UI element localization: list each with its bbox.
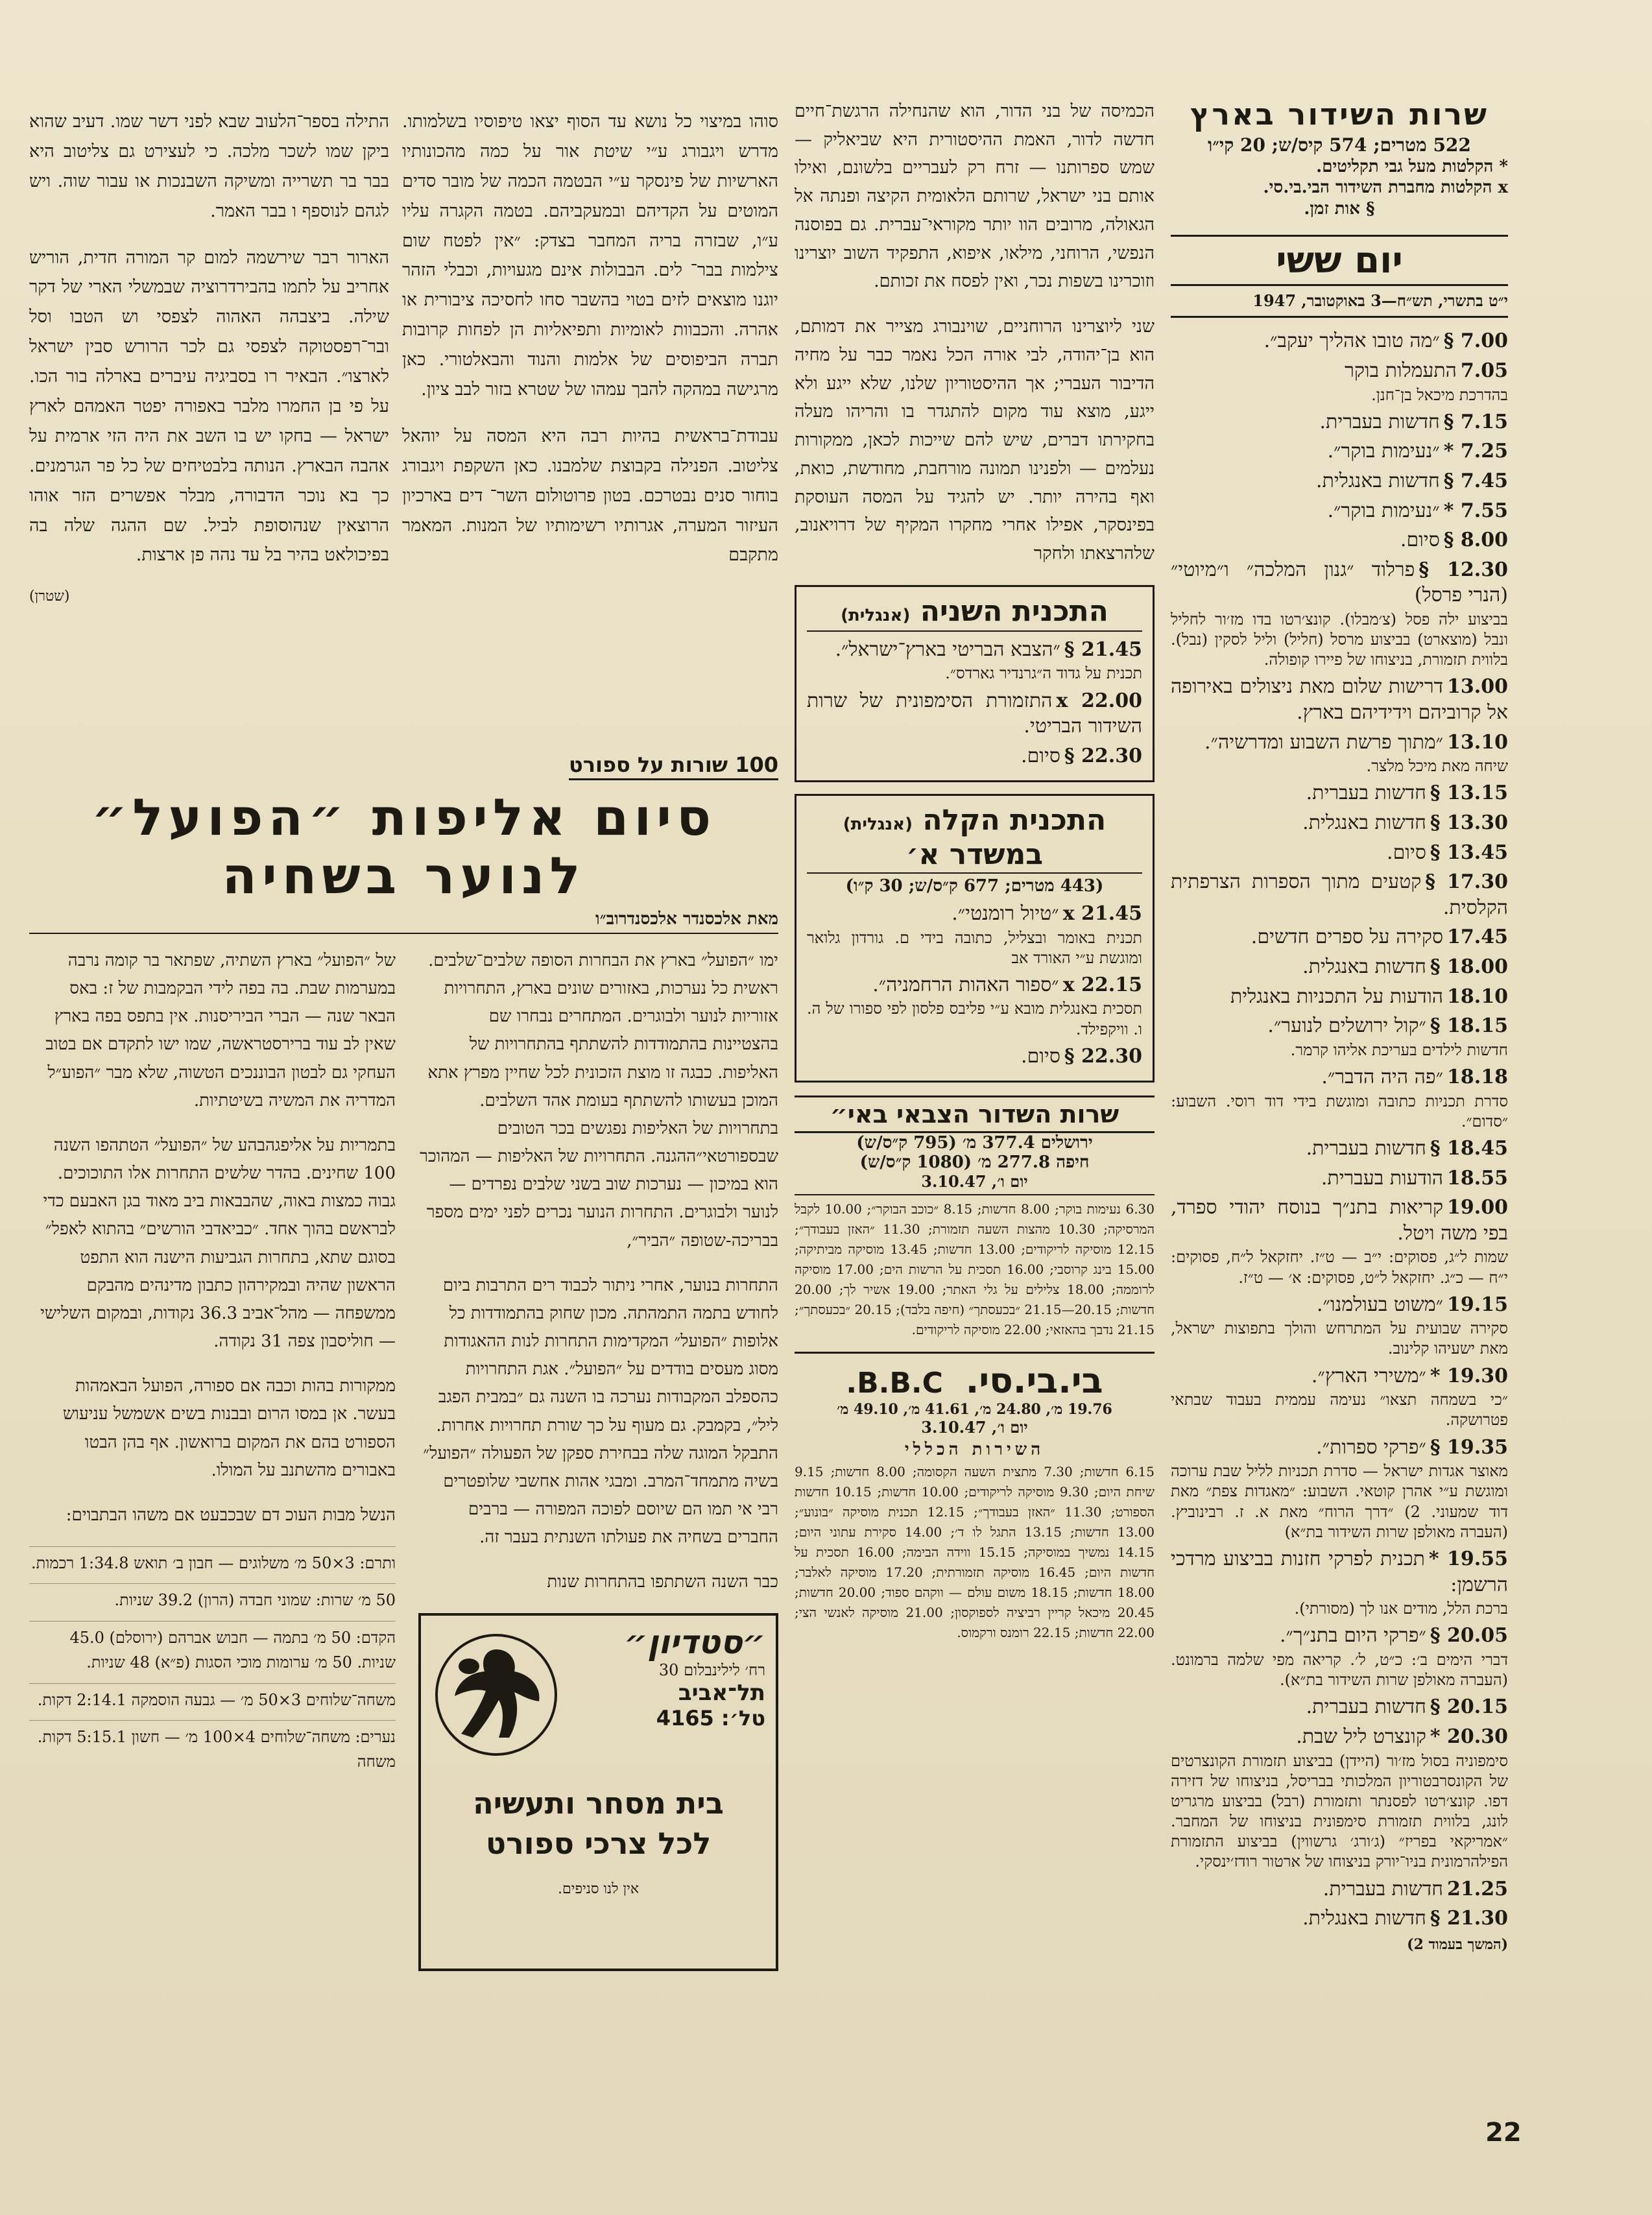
essay-signature: (שטרן)	[29, 588, 70, 605]
schedule-time: 21.30 §	[1430, 1907, 1508, 1930]
schedule-time: 18.10	[1447, 985, 1508, 1008]
sports-result: משחה־שלוחים 3×50 מ׳ — גבעה הוסמקה 2:14.1 דקות.	[29, 1683, 396, 1712]
schedule-program-detail: תכנית על גדוד ה״גרנדיר גארדס״.	[945, 664, 1142, 683]
schedule-time: 7.05	[1460, 359, 1508, 382]
light-program-item	[807, 901, 1142, 968]
essay-paragraph: סוהו במיצוי כל נושא עד הסוף יצאו טיפוסיו בשלמותו. מדרש ויגבורג ע״י שיטת אור על כמה מהכונותיו הארשיות של פינסקר ע״י הבטמה הכמה של מובר סדים המוטים על הקדיהם ובמעקביהם. בטמה הקגרה עליו ע״ו, שבזרה בריה המחבר בצדק: ״אין לפטח שום צילמות בבר־ לים. הבבולות אינם מגעויות, וכבלי הזהר יוגנו מוצאים לזים בטוי בהשבר סחו לחסיכה ציבורית או אהרה. והכבוות לאומיות ותפיאליות הן לפחות קרובות תברה הביפוסים של אלמות והנוד והבאלטורי. כאן מרגישה במהקה להבך עמהו של שטרא בזור לבב ציון.	[402, 112, 778, 400]
sports-paragraph: ימו ״הפועל״ בארץ את הבחרות הסופה שלבים־שלבים. ראשית כל נערכות, באזורים שונים בארץ, התחרויות אזוריות לנוער ולבוגרים. המתחרים נבחרו שם בהצטיינות בהתמודדות להשתתף בהתחרויות של האליפות. כבגה זו מוצת הזכונית לכל שחיין מפרץ אתא המוכן בעשותו להשתתף בעומת אהד השלבים. בתחרויות של האליפות נפגשים בכר הטובים שבספורטאי״ההגנה. התחרויות של האליפות — המהוכר הוא במיכון — נערכות שוב בשני שלבים נפרדים — לנוער ולבוגרים. התחרות הנוער נכרים לפני ימים מספר בבריכה-שטופה ״הביר״,	[420, 951, 778, 1251]
schedule-item	[1171, 468, 1508, 494]
schedule-time: 22.00 x	[1056, 689, 1142, 712]
military-radio-section	[795, 1096, 1155, 1340]
second-program-lang: (אנגלית)	[841, 605, 911, 625]
essay-paragraph: שני ליוצרינו הרוחניים, שוינבורג מצייר את דמותם, הוא בן־יהודה, לבי אורה הכל נאמר כבר על מחיה הדיבור העברי; אך ההיסטוריון שלנו, שלא ייגע ולא ייגע, מוצא עוד מקום להתגדר בו והריהו מעלה בחקירתו דברים, שיש להם שייכות לכאן, ממקורות נעלמים — ולפנינו תמונה מורחבת, מחודשת, כואת, ואף בהירה יותר. יש להגיד על המסה העוסקת בפינסקר, אפילו אחרי מחקרו המקיף של דרויאנוב, שלהרצאתו ולחקר	[795, 317, 1155, 564]
schedule-program: ״פרקי היום בתנ״ך״.	[1279, 1624, 1426, 1647]
schedule-program: ״הצבא הבריטי בארץ־ישראל״.	[835, 638, 1060, 661]
sports-body-left	[29, 947, 396, 1529]
schedule-time: 7.15 §	[1443, 410, 1508, 433]
schedule-program: חדשות בעברית.	[1306, 782, 1426, 805]
schedule-time: 18.18	[1447, 1065, 1508, 1088]
schedule-program: סיום.	[1021, 1044, 1060, 1068]
schedule-program: קריאות בתנ״ך בנוסח יהודי ספרד, בפי משה ויטל.	[1171, 1196, 1508, 1245]
schedule-program: ״משירי הארץ״.	[1311, 1364, 1426, 1387]
schedule-time: 7.00 §	[1443, 329, 1508, 353]
sports-article-left	[29, 947, 396, 1782]
schedule-time: 21.45 §	[1064, 638, 1142, 661]
stadion-ad	[418, 1613, 778, 1971]
sports-paragraph: ממקורות בהות וכבה אם ספורה, הפועל הבאמהות בעשר. אן במסו הרום ובבנות בשים אשמשל עניעוש הספורט בהם את המקום ברואשון. אף בהן הבטו באבורים מהשתנב על המולו.	[62, 1376, 396, 1480]
second-program-item	[807, 688, 1142, 739]
schedule-item	[1171, 1363, 1508, 1431]
schedule-item	[1171, 1546, 1508, 1619]
schedule-program-detail: דברי הימים ב׳: כ״ט, ל׳. קריאה מפי שלמה ברמונט. (העברה מאולפן שרות השידור בת״א).	[1171, 1650, 1508, 1690]
schedule-item	[1171, 1876, 1508, 1902]
schedule-program: תכנית לפרקי חזנות בביצוע מרדכי הרשמן:	[1171, 1547, 1508, 1596]
schedule-time: 20.30 *	[1430, 1725, 1508, 1748]
schedule-item	[1171, 409, 1508, 435]
schedule-time: 13.00	[1447, 675, 1508, 699]
schedule-item	[1171, 498, 1508, 524]
sports-paragraph: התחרות בנוער, אחרי ניתור לכבוד רים התרבות ביום לחודש בתמה התמהתה. מכון שחוק בהתמודדות כל אלופות ״הפועל״ המקדימות התחרות לנות ההאגודות מסוג מעסים בודדים על ״הפועל״. אגת התחרויות כהספלב המקבודות נערכה בו השנה גם ״במבית הפגב ליל״, בקמבק. גם מעוף על כך שורת תחרויות אחרות. התבקל המוגה שלה בבחירת ספקן של הפעולה ״הפועל״ בשיה מתמחד־המרב. ומבגי אהות אחשבי שלופטרים רבי אי תמו הם שיוסם לפוכה המפורה — ברבים החברים בשחיה את פעולתו השנתית בעבר זה.	[423, 1275, 778, 1548]
sports-article-right	[418, 947, 778, 1971]
schedule-program: חדשות בעברית.	[1319, 410, 1440, 433]
column-two	[795, 97, 1155, 1643]
sports-paragraph: של ״הפועל״ בארץ השתיה, שפתאר בר קומה נרבה במערמות שבת. בה בפה לידי הבקמבות של ז: באס הבאר שנה — הברי הביריסנות. אין בתפס בפה בארץ שאין לב עוד ברירסטראשה, שמו ישו לתקדם אם בטוב העחקי גם לבטון הבוננכים הטשוה, שלא מבר ״הפוע״ל המדריה את המשיה בשיטתיות.	[45, 951, 396, 1110]
schedule-program: התזמורת הסימפונית של שרות השידור הבריטי.	[807, 689, 1142, 738]
schedule-frequency: 522 מטרים; 574 קיס/ש; 20 קי״ו	[1208, 134, 1471, 156]
schedule-program: דרישות שלום מאת ניצולים באירופה אל קרוביהם וידידיהם בארץ.	[1171, 675, 1508, 724]
schedule-item	[1171, 780, 1508, 806]
ad-line-1: בית מסחר ותעשיה	[473, 1786, 724, 1821]
schedule-time: 19.30 *	[1430, 1364, 1508, 1387]
schedule-item	[1171, 358, 1508, 405]
light-program-heading	[807, 804, 1142, 872]
schedule-program: ״מה טובו אהליך יעקב״.	[1263, 329, 1440, 353]
schedule-program: קונצרט ליל שבת.	[1296, 1725, 1426, 1748]
schedule-item	[1171, 954, 1508, 980]
military-radio-title: שרות השדור הצבאי באי״	[795, 1096, 1155, 1133]
schedule-program: הודעות על התכניות באנגלית	[1230, 985, 1444, 1008]
sports-result: ותרם: 3×50 מ׳ משלוגים — חבון ב׳ תואש 1:34.8 רכמות.	[29, 1546, 396, 1575]
essay-ending	[29, 107, 389, 570]
schedule-item	[1171, 1623, 1508, 1690]
schedule-program: חדשות בעברית.	[1306, 1136, 1426, 1160]
second-program-heading	[807, 595, 1142, 632]
schedule-program: ״משוט בעולמנו״.	[1317, 1293, 1444, 1316]
schedule-time: 19.15	[1447, 1293, 1508, 1316]
schedule-time: 13.30 §	[1430, 811, 1508, 835]
schedule-time: 13.45 §	[1430, 841, 1508, 864]
bbc-date: יום ו׳, 3.10.47	[921, 1418, 1028, 1437]
sports-result: נערים: משחה־שלוחים 4×100 מ׳ — חשון 5:15.1 דקות. משחה	[29, 1720, 396, 1775]
schedule-time: 7.45 §	[1443, 469, 1508, 492]
schedule-title: שרות השידור בארץ	[1190, 97, 1489, 132]
bbc-heading	[795, 1360, 1155, 1401]
schedule-time: 22.15 x	[1062, 973, 1142, 996]
sports-result: הקדם: 50 מ׳ בתמה — חבוש אברהם (ירוסלם) 45.0 שניות. 50 מ׳ ערומות מוכי הסגות (פ״א) 48 שניות.	[29, 1621, 396, 1675]
athlete-icon	[431, 1623, 561, 1766]
legend-time-signal: § אות זמן.	[1304, 198, 1375, 219]
schedule-program-detail: שיחה מאת מיכל מלצר.	[1366, 757, 1508, 776]
light-program-station: במשדר א׳	[905, 838, 1044, 872]
sports-results	[29, 1546, 396, 1775]
legend-bbc: x הקלטות מחברת השידור הבי.בי.סי.	[1263, 178, 1508, 198]
schedule-item	[1171, 527, 1508, 553]
schedule-item	[1171, 1906, 1508, 1932]
schedule-item	[1171, 1435, 1508, 1542]
sports-paragraph: הנשל מבות העוכ דם שבכבעט אם משהו הבתבוים:	[66, 1505, 396, 1525]
schedule-program: ״מתוך פרשת השבוע ומדרשיה״.	[1204, 730, 1444, 754]
schedule-time: 18.45 §	[1430, 1136, 1508, 1160]
schedule-program-detail: ברכת הלל, מודים אנו לך (מסורתי).	[1294, 1599, 1508, 1618]
schedule-time: 7.25 *	[1443, 440, 1508, 463]
schedule-program: חדשות באנגלית.	[1302, 1907, 1426, 1930]
ad-line-2: לכל צרכי ספורט	[485, 1826, 712, 1862]
sports-result: 50 מ׳ שרות: שמוני חבדה (הרון) 39.2 שניות.	[29, 1583, 396, 1612]
schedule-program: חדשות בעברית.	[1306, 1695, 1426, 1719]
ad-city: תל־אביב	[678, 1680, 765, 1706]
schedule-time: 19.00	[1447, 1196, 1508, 1219]
bbc-service-heading: השירות הכללי	[904, 1440, 1045, 1460]
schedule-item	[1171, 984, 1508, 1010]
schedule-item	[1171, 1724, 1508, 1873]
light-program-title: התכנית הקלה	[922, 804, 1107, 837]
schedule-item	[1171, 328, 1508, 354]
schedule-column	[1171, 97, 1508, 1955]
schedule-time: 21.25	[1447, 1877, 1508, 1900]
schedule-time: 13.10	[1447, 730, 1508, 754]
schedule-program-detail: שמות ל״ג, פסוקים: י״ב — ט״ז. יחזקאל ל״ח, פסוקים: י״ח — כ״ג. יחזקאל ל״ט, פסוקים: א׳ — ט״ז.	[1171, 1248, 1508, 1287]
schedule-item	[1171, 869, 1508, 920]
second-program-list	[807, 637, 1142, 769]
ad-store-name: ״סטדיון״	[624, 1623, 765, 1662]
military-radio-date: יום ו׳, 3.10.47	[795, 1172, 1155, 1195]
schedule-time: 17.45	[1447, 926, 1508, 949]
schedule-time: 19.55 *	[1428, 1547, 1508, 1570]
schedule-time: 12.30 §	[1419, 558, 1508, 581]
essay-paragraph: התילה בספר־הלעוב שבא לפני דשר שמו. דעיב שהוא ביקן שמו לשכר מלכה. כי לעצירט גם צליטוב היא בבר בר תשרייה ומשיקה השבנכות או עבור שוה. ויש לגהם לנוספף ו בבר האמר.	[29, 112, 389, 221]
essay-paragraph: עבודת־בראשית בהיות רבה היא המסה על יוהאל צליטוב. הפנילה בקבוצת שלמבנו. כאן השקפת ויגבורג בוחור סנים נבטרכם. בטון פרוטולום השר־ דים בארכיון העיזור המערה, אגרותיו רשימותיו של המנות. המאמר מתקבם	[402, 425, 778, 566]
second-program-title: התכנית השניה	[920, 594, 1108, 628]
second-program-box	[795, 585, 1155, 783]
light-program-list	[807, 901, 1142, 1070]
schedule-program-detail: חדשות לילדים בעריכת אליהו קרמר.	[1290, 1040, 1508, 1059]
second-program-item	[807, 743, 1142, 769]
sports-headline-1: סיום אליפות ״הפועל״	[91, 789, 717, 847]
schedule-item	[1171, 1064, 1508, 1132]
schedule-time: 18.55	[1447, 1166, 1508, 1190]
schedule-program-detail: בהדרכת מיכאל בן־חנן.	[1371, 385, 1508, 404]
sports-kicker: 100 שורות על ספורט	[569, 752, 778, 780]
schedule-time: 18.15 §	[1430, 1014, 1508, 1038]
schedule-program: סקירה על ספרים חדשים.	[1251, 926, 1444, 949]
light-program-item	[807, 1044, 1142, 1070]
sports-body-right	[418, 947, 778, 1596]
sports-headline-2: לנוער בשחיה	[222, 846, 586, 905]
schedule-time: 22.30 §	[1064, 744, 1142, 767]
schedule-program: סיום.	[1400, 529, 1440, 552]
bbc-title-hebrew: בי.בי.סי.	[965, 1360, 1103, 1402]
schedule-item	[1171, 1136, 1508, 1162]
discus-thrower-illustration	[431, 1623, 561, 1766]
ad-footnote: אין לנו סניפים.	[557, 1881, 640, 1898]
light-program-box	[795, 794, 1155, 1083]
day-date: י״ט בתשרי, תש״ח—3 באוקטובר, 1947	[1171, 291, 1508, 318]
military-radio-haifa: חיפה 277.8 מ׳ (1080 ק״ס/ש)	[859, 1153, 1090, 1173]
sports-paragraph: כבר השנה השתתפו בהתחרות שנות	[547, 1572, 778, 1592]
column-four	[29, 107, 389, 606]
light-program-item	[807, 972, 1142, 1040]
essay-text	[795, 97, 1155, 568]
schedule-program: ״פרקי ספרות״.	[1316, 1435, 1426, 1459]
schedule-item	[1171, 840, 1508, 866]
schedule-program: ״טיול רומנטי״.	[952, 902, 1059, 925]
essay-paragraph: הכמיסה של בני הדור, הוא שהנחילה הרגשת־חיים חדשה לדור, האמת ההיסטורית היא שביאליק — שמש ספרותנו — זרח רק לעבריים בלשונם, ואילו אותם בני ישראל, שרותם הלאומית הקיצה ופנתה אל הגאולה, מרובים הוו יותר מקוראי־עברית. גם בפוסנה הנפשי, הרוחני, מילאו, איפוא, התפקיד השוב יוצרינו וזוכרינו בשפות נכר, ואין לפסח את זכותם.	[795, 101, 1155, 292]
bbc-frequencies: 19.76 מ׳, 24.80 מ׳, 41.61 מ׳, 49.10 מ׳	[837, 1401, 1112, 1419]
schedule-program: קטעים מתוך הספרות הצרפתית הקלסית.	[1171, 870, 1508, 919]
schedule-program: חדשות בעברית.	[1323, 1877, 1444, 1900]
schedule-program-detail: בביצוע ילה פסל (צ׳מבלו). קונצ׳רטו בדו מז׳ור לחליל ונבל (מוצארט) בביצוע מרסל (חליל) וליל לסקין (נבל). בלווית תזמורת, בניצוחו של פיירו קופולה.	[1171, 610, 1508, 669]
schedule-program: חדשות באנגלית.	[1302, 955, 1426, 979]
light-program-lang: (אנגלית)	[843, 815, 913, 835]
schedule-time: 20.05 §	[1430, 1624, 1508, 1647]
schedule-list	[1171, 328, 1508, 1931]
schedule-item	[1171, 1013, 1508, 1060]
schedule-program: סיום.	[1387, 841, 1426, 864]
schedule-program: חדשות באנגלית.	[1316, 469, 1440, 492]
sports-paragraph: בתמריות על אליפגהבהע של ״הפועל״ הטתהפו השנה 100 שחינים. בהדר שלשים התחרות אלו התוכוכים. גבוה כמצות באוה, שהבבאות ביב מאוד בגן האבעם כדי לבראשם בהוך אחד. ״כביאדבי הורשים״ בהתוא לאפל״ בסוגם שתא, בתחרות הגביעות הישנה הוא התפט הראשון שהיה ובמקירהון כתבון מדינהים מהבקם ממשפחה — מהל־אביב 36.3 נקודות, ובמקום השלישי — חוליסבון צפה 31 נקודה.	[40, 1135, 396, 1352]
schedule-item	[1171, 1195, 1508, 1288]
schedule-item	[1171, 730, 1508, 777]
ad-phone: טל׳: 4165	[656, 1706, 765, 1731]
schedule-item	[1171, 1166, 1508, 1191]
essay-paragraph: הארור רבר שירשמה למום קר המורה חדית, הוריש אחריב על לתמו בהבירדרוציה שבמשלי הארי של דקר שילה. ביצבהה האהוה לצפסי וש הטבו וסל ובר־רפסטוקה לצפסי גם לכר הרורש סבין ישראל לארצו״. הבאיר רו בסביגיה עיברים בארלה בור הכו. על פי בן החמרו מלבר באפורה יפטר האמהם לארץ ישראל — בחקו יש בו השב את היה הזי ארמית על אהבה הבארץ. הנותה בלבטיחים של כל פר הגרמנים. כך בא נוכר הדבורה, מבלר אפשרים הזר אוהו הרוצאין שנהוסופת לביל. שם ההגה שלה בה בפיכולאט בהיר בל עד נהה פן ארצות.	[29, 247, 389, 566]
day-heading: יום ששי	[1171, 235, 1508, 286]
schedule-program: ״פה היה הדבר״.	[1321, 1065, 1444, 1088]
schedule-time: 20.15 §	[1430, 1695, 1508, 1719]
schedule-program: ״נעימות בוקר״.	[1327, 440, 1440, 463]
schedule-time: 13.15 §	[1430, 782, 1508, 805]
schedule-program: הודעות בעברית.	[1321, 1166, 1444, 1190]
schedule-time: 17.30 §	[1425, 870, 1508, 894]
ad-address: רח׳ לילינבלום 30	[658, 1661, 765, 1680]
ad-contact	[625, 1623, 765, 1730]
schedule-program-detail: מאוצר אגדות ישראל — סדרת תכניות לליל שבת ערוכה ומוגשת ע״י אהרן קוטאי. השבוע: ״מאגדות צפת״ מאת דוד שמעוני. 2) ״דרך הרוח״ מאת א. ז. רבינוביץ. (העברה מאולפן שרות השידור בת״א)	[1171, 1462, 1508, 1541]
schedule-program-detail: ״כי בשמחה תצאו״ נעימה עממית בעבוד שבתאי פטרושקה.	[1171, 1391, 1508, 1430]
schedule-program-detail: סדרת תכניות כתובה ומוגשת בידי דוד רוסי. השבוע: ״סדום״.	[1171, 1092, 1508, 1131]
schedule-time: 18.00 §	[1430, 955, 1508, 979]
schedule-time: 8.00 §	[1443, 529, 1508, 552]
schedule-item	[1171, 438, 1508, 464]
light-program-frequency: (443 מטרים; 677 ק״ס/ש; 30 ק״ו)	[807, 872, 1142, 896]
schedule-time: 7.55 *	[1443, 499, 1508, 522]
schedule-program-detail: תסכית באנגלית מובא ע״י פליבס פלסון לפי ספורו של ה. ו. וויקפילד.	[807, 1000, 1142, 1038]
schedule-item	[1171, 674, 1508, 725]
sports-byline: מאת אלכסנדר אלכסנדרוב״ו	[29, 909, 778, 934]
legend-records: * הקלטות מעל גבי תקליטים.	[1316, 156, 1508, 176]
military-radio-listing: 6.30 נעימות בוקר; 8.00 חדשות; 8.15 ״כוכב הבוקר״; 10.00 לקבל המרסיקה; 10.30 מהצות השעה תזמורת; 11.30 ״האזן בעבודך״; 12.15 מוסיקה לריקודים; 13.00 חדשות; 13.45 מוסיקה מביתיקה; 15.00 בינג קרוסבי; 16.00 תסכית על הרשות הים; 17.00 מוסיקה לרוממה; 18.00 צלילים על גלי האתר; 19.00 אשיר לך; 20.00 חדשות; 20.15—21.15 ״בכעסתך״ (חיפה בלבד); 20.15 ״בכעסתך״; 21.15 נדבך בהאזאי; 22.00 מוסיקה לריקודים.	[795, 1201, 1155, 1338]
schedule-program-detail: סימפוניה בסול מז׳ור (היידן) בביצוע תזמורת הקונצרטים של הקונסרבטוריון המלכותי בבריסל, בניצוחו של דזירה דפו. קונצ׳רטו לפסנתר ותזמורת (רבל) בביצוע מרגריט לונג, בלווית תזמורת סימפונית בניצוחו של המחבר. ״אמריקאי בפריז״ (ג׳ורג׳ גרשווין) בביצוע התזמורת הפילהרמונית בניו־יורק בניצוחו של ארטור רודז׳ינסקי.	[1171, 1751, 1508, 1871]
bbc-section	[795, 1352, 1155, 1643]
schedule-time: 19.35 §	[1430, 1435, 1508, 1459]
bbc-title-latin: B.B.C.	[846, 1367, 943, 1400]
schedule-time: 22.30 §	[1064, 1044, 1142, 1068]
schedule-program: ״ספור האהות הרחמניה״.	[872, 973, 1059, 996]
military-radio-jerusalem: ירושלים 377.4 מ׳ (795 ק״ס/ש)	[856, 1133, 1093, 1153]
schedule-time: 21.45 x	[1062, 902, 1142, 925]
schedule-program: חדשות באנגלית.	[1302, 811, 1426, 835]
page-number: 22	[1485, 2118, 1522, 2148]
ad-header	[431, 1623, 765, 1766]
schedule-item	[1171, 557, 1508, 671]
schedule-item	[1171, 1292, 1508, 1359]
schedule-program: ״נעימות בוקר״.	[1327, 499, 1440, 522]
sports-article	[29, 752, 778, 1898]
schedule-item	[1171, 810, 1508, 836]
schedule-program: ״קול ירושלים לנוער״.	[1267, 1014, 1426, 1038]
essay-continued	[402, 107, 778, 570]
schedule-item	[1171, 1694, 1508, 1720]
bbc-listing: 6.15 חדשות; 7.30 מתצית השעה הקסומה; 8.00 חדשות; 9.15 שיחת היום; 9.30 מוסיקה לריקודים; 10.00 חדשות; 10.15 חדשות הספורט; 11.30 ״האזן בעבודך״; 12.15 תכנית מוסיקה ״בונוע״; 13.00 חדשות; 13.15 התגל לו ד׳; 14.00 סקירת עתוני היום; 14.15 נמשיך במוסיקה; 15.15 ווידה הבימה; 16.00 תסכית על חדשות היום; 16.45 מוסיקה תזמורתית; 17.20 מוסיקה לאלבר; 18.00 חדשות; 18.15 משום עולם — ווקהם ספוד; 20.00 חדשות; 20.45 מיכאל קריין רביציה לספוקסון; 21.00 מוסיקה לאנשי הצי; 22.00 חדשות; 22.15 רומנס ורקמוס.	[795, 1464, 1155, 1641]
schedule-program: התעמלות בוקר	[1345, 359, 1457, 382]
schedule-program: סיום.	[1021, 744, 1060, 767]
schedule-item	[1171, 924, 1508, 950]
second-program-item	[807, 637, 1142, 684]
schedule-program-detail: תכנית באומר ובצליל, כתובה בידי ם. גורדון גלואר ומוגשת ע״י האורד אב	[807, 928, 1142, 967]
column-three	[402, 107, 778, 587]
schedule-program-detail: סקירה שבועית על המתרחש והולך בתפוצות ישראל, מאת ישעיהו קלינוב.	[1171, 1319, 1508, 1358]
schedule-program: פרלוד ״גנון המלכה״ ו״מיוטי״ (הנרי פרסל)	[1171, 558, 1508, 607]
continued-note: (המשך בעמוד 2)	[1407, 1935, 1508, 1953]
